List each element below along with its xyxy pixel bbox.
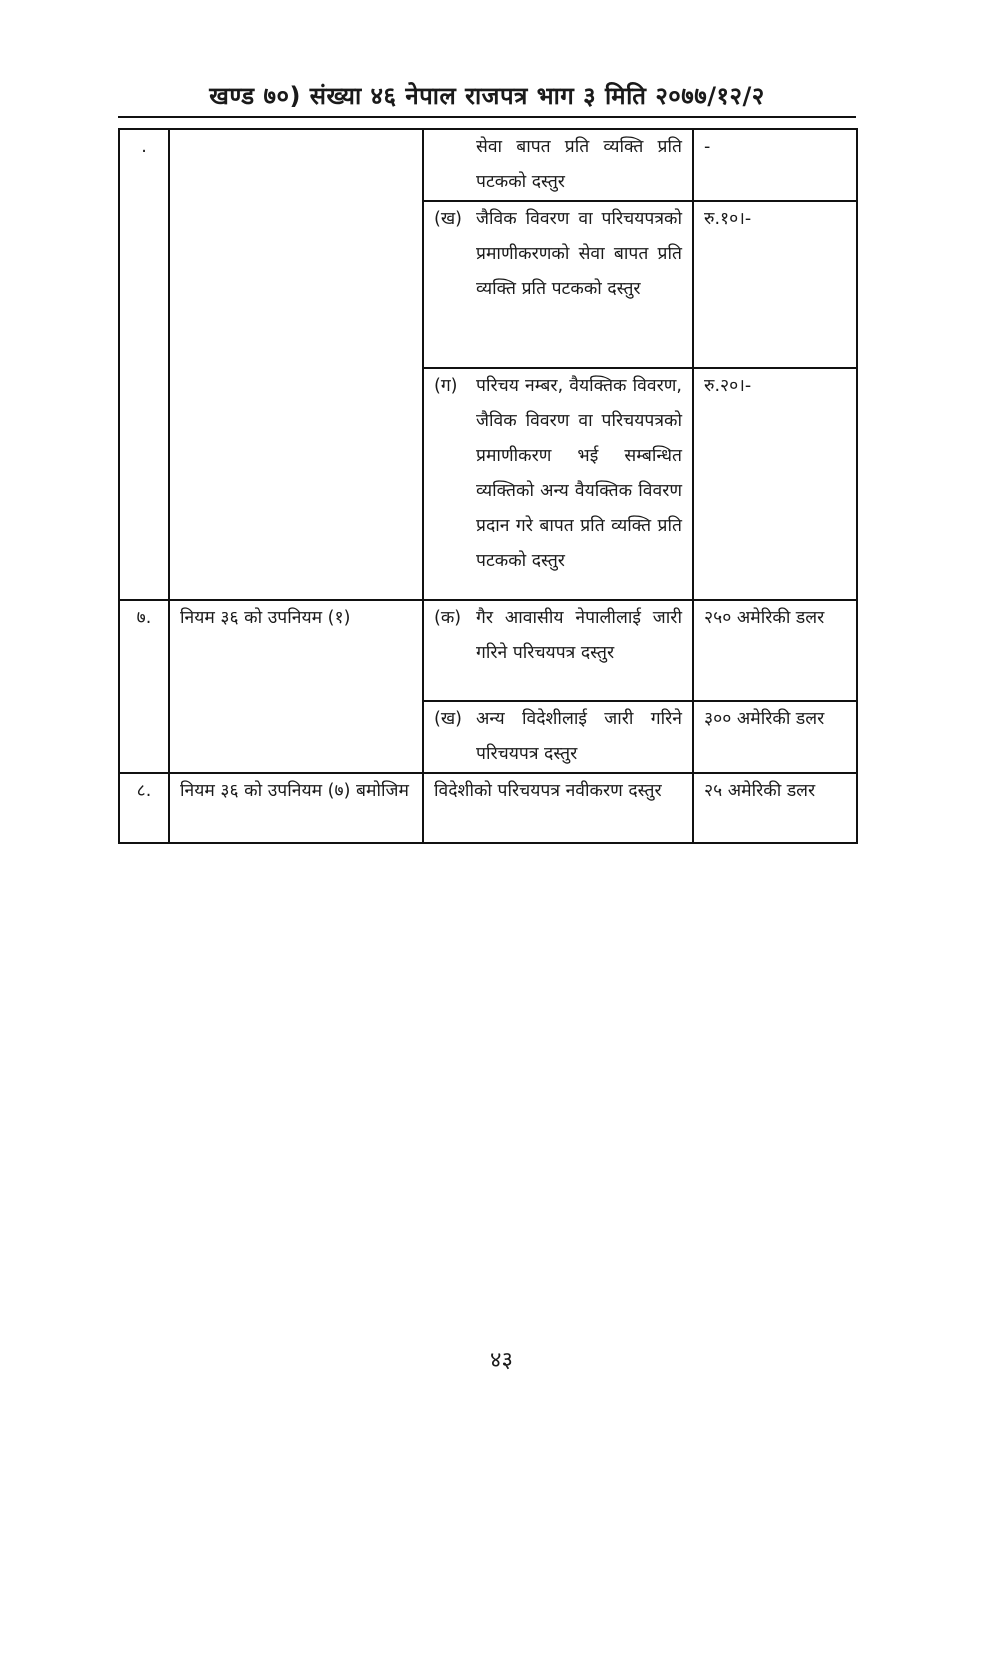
fee-cell: - [693,129,857,201]
fee-cell: ३०० अमेरिकी डलर [693,701,857,773]
description-text: जैविक विवरण वा परिचयपत्रको प्रमाणीकरणको सेवा बापत प्रति व्यक्ति प्रति पटकको दस्तुर [476,209,682,299]
page-header [118,76,856,118]
list-item [434,130,682,200]
fee-cell: रु.२०।- [693,368,857,600]
description-cell [423,701,693,773]
table-row [119,129,857,201]
item-label: (क) [434,608,462,628]
description-cell [423,773,693,843]
rule-reference-cell: नियम ३६ को उपनियम (७) बमोजिम [169,773,423,843]
description-text: विदेशीको परिचयपत्र नवीकरण दस्तुर [434,781,662,801]
table-row [119,773,857,843]
fee-table [118,128,858,844]
description-text: गैर आवासीय नेपालीलाई जारी गरिने परिचयपत्र दस्तुर [476,608,682,663]
description-cell [423,129,693,201]
description-text: अन्य विदेशीलाई जारी गरिने परिचयपत्र दस्तुर [476,709,682,764]
gazette-header-title: खण्ड ७०) संख्या ४६ नेपाल राजपत्र भाग ३ मिति २०७७/१२/२ [209,82,765,110]
serial-number-cell: . [119,129,169,600]
list-item [434,202,682,307]
list-item [434,601,682,671]
serial-number-cell: ८. [119,773,169,843]
description-cell [423,600,693,701]
item-label: (ख) [434,209,462,229]
description-cell [423,201,693,368]
description-text: सेवा बापत प्रति व्यक्ति प्रति पटकको दस्तुर [476,137,682,192]
fee-cell: २५ अमेरिकी डलर [693,773,857,843]
table-row [119,600,857,701]
description-cell [423,368,693,600]
fee-cell: २५० अमेरिकी डलर [693,600,857,701]
item-label: (ग) [434,376,458,396]
rule-reference-cell: नियम ३६ को उपनियम (१) [169,600,423,773]
list-item [434,702,682,772]
rule-reference-cell [169,129,423,600]
description-text: परिचय नम्बर, वैयक्तिक विवरण, जैविक विवरण वा परिचयपत्रको प्रमाणीकरण भई सम्बन्धित व्यक्तिको अन्य वैयक्तिक विवरण प्रदान गरे बापत प्रति व्यक्ति प्रति पटकको दस्तुर [476,376,682,571]
fee-cell: रु.१०।- [693,201,857,368]
page-number: ४३ [490,1348,513,1373]
item-label: (ख) [434,709,462,729]
list-item [434,369,682,579]
serial-number-cell: ७. [119,600,169,773]
